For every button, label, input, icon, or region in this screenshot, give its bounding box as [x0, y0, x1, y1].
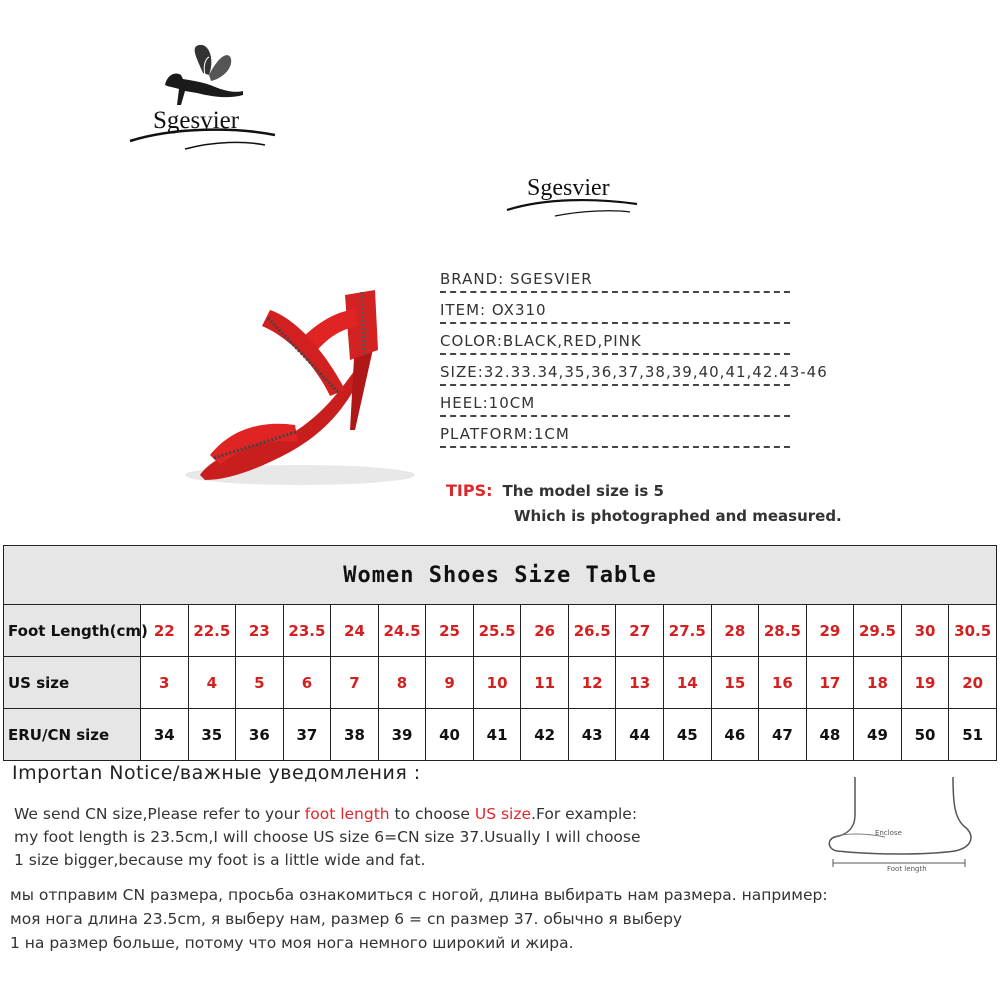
tips-line-1: The model size is 5	[502, 482, 664, 500]
table-cell: 47	[759, 709, 807, 761]
table-cell: 26	[521, 605, 569, 657]
table-cell: 49	[854, 709, 902, 761]
size-table	[3, 545, 997, 761]
spec-platform: PLATFORM:1CM	[440, 421, 840, 452]
table-cell: 11	[521, 657, 569, 709]
table-cell: 46	[711, 709, 759, 761]
table-cell: 30.5	[949, 605, 997, 657]
table-cell: 34	[141, 709, 189, 761]
table-cell: 42	[521, 709, 569, 761]
notice-en-line-2: my foot length is 23.5cm,I will choose US size 6=CN size 37.Usually I will choose	[14, 828, 641, 846]
table-cell: 16	[759, 657, 807, 709]
notice-en-text: .For example:	[531, 805, 638, 823]
table-cell: 26.5	[568, 605, 616, 657]
table-cell: 9	[426, 657, 474, 709]
product-image	[150, 270, 420, 490]
tips-note	[446, 478, 842, 529]
notice-en-text: We send CN size,Please refer to your	[14, 805, 305, 823]
foot-measure-diagram	[825, 775, 985, 875]
notice-russian	[10, 883, 828, 955]
table-cell: 29.5	[854, 605, 902, 657]
red-sandal-icon	[150, 270, 420, 490]
table-cell: 24.5	[378, 605, 426, 657]
table-cell: 27	[616, 605, 664, 657]
table-cell: 51	[949, 709, 997, 761]
table-cell: 23.5	[283, 605, 331, 657]
table-cell: 24	[331, 605, 379, 657]
highlight-us-size: US size	[474, 805, 532, 823]
table-cell: 23	[236, 605, 284, 657]
table-cell: 39	[378, 709, 426, 761]
product-specs	[440, 266, 840, 452]
spec-heel: HEEL:10CM	[440, 390, 840, 421]
spec-item: ITEM: OX310	[440, 297, 840, 328]
notice-english	[14, 803, 641, 872]
table-cell: 15	[711, 657, 759, 709]
table-cell: 29	[806, 605, 854, 657]
tips-label: TIPS:	[446, 481, 493, 500]
table-cell: 37	[283, 709, 331, 761]
table-cell: 43	[568, 709, 616, 761]
table-cell: 38	[331, 709, 379, 761]
brand-logo-text: Sgesvier	[153, 107, 240, 134]
foot-length-label: Foot length	[887, 865, 927, 873]
brand-logo-center	[505, 170, 640, 220]
highlight-foot-length: foot length	[304, 805, 390, 823]
spec-size: SIZE:32.33.34,35,36,37,38,39,40,41,42.43-46	[440, 359, 840, 390]
tips-line-2: Which is photographed and measured.	[514, 507, 842, 525]
table-row	[4, 709, 997, 761]
notice-ru-line-1: мы отправим CN размера, просьба ознакомиться с ногой, длина выбирать нам размера. например:	[10, 886, 828, 904]
table-cell: 44	[616, 709, 664, 761]
notice-en-line-3: 1 size bigger,because my foot is a little wide and fat.	[14, 851, 426, 869]
table-cell: 4	[188, 657, 236, 709]
table-cell: 18	[854, 657, 902, 709]
spec-color: COLOR:BLACK,RED,PINK	[440, 328, 840, 359]
table-cell: 35	[188, 709, 236, 761]
table-cell: 40	[426, 709, 474, 761]
table-cell: 8	[378, 657, 426, 709]
table-cell: 25.5	[473, 605, 521, 657]
table-cell: 14	[664, 657, 712, 709]
brand-logo-text: Sgesvier	[527, 175, 610, 201]
table-cell: 50	[901, 709, 949, 761]
table-cell: 10	[473, 657, 521, 709]
notice-en-line-1	[14, 803, 641, 826]
table-cell: 6	[283, 657, 331, 709]
table-cell: 48	[806, 709, 854, 761]
table-cell: 13	[616, 657, 664, 709]
table-cell: 27.5	[664, 605, 712, 657]
table-cell: 12	[568, 657, 616, 709]
size-table-title: Women Shoes Size Table	[4, 546, 997, 605]
notice-ru-line-3: 1 на размер больше, потому что моя нога немного широкий и жира.	[10, 934, 574, 952]
row-header: ERU/CN size	[4, 709, 141, 761]
notice-title: Importan Notice/важные уведомления :	[12, 762, 421, 784]
table-row	[4, 605, 997, 657]
table-cell: 7	[331, 657, 379, 709]
notice-ru-line-2: моя нога длина 23.5cm, я выберу нам, размер 6 = cn размер 37. обычно я выберу	[10, 910, 683, 928]
table-cell: 17	[806, 657, 854, 709]
table-row	[4, 657, 997, 709]
table-cell: 45	[664, 709, 712, 761]
table-cell: 19	[901, 657, 949, 709]
table-cell: 5	[236, 657, 284, 709]
brand-logo-top	[125, 45, 285, 155]
table-cell: 30	[901, 605, 949, 657]
table-cell: 28.5	[759, 605, 807, 657]
table-cell: 20	[949, 657, 997, 709]
table-cell: 22.5	[188, 605, 236, 657]
table-cell: 25	[426, 605, 474, 657]
enclose-label: Enclose	[875, 829, 902, 837]
butterfly-shoe-icon	[125, 45, 285, 155]
table-cell: 22	[141, 605, 189, 657]
table-cell: 36	[236, 709, 284, 761]
row-header: US size	[4, 657, 141, 709]
table-cell: 3	[141, 657, 189, 709]
table-cell: 41	[473, 709, 521, 761]
foot-outline-icon	[825, 775, 985, 875]
row-header: Foot Length(cm)	[4, 605, 141, 657]
spec-brand: BRAND: SGESVIER	[440, 266, 840, 297]
table-cell: 28	[711, 605, 759, 657]
notice-en-text: to choose	[389, 805, 475, 823]
